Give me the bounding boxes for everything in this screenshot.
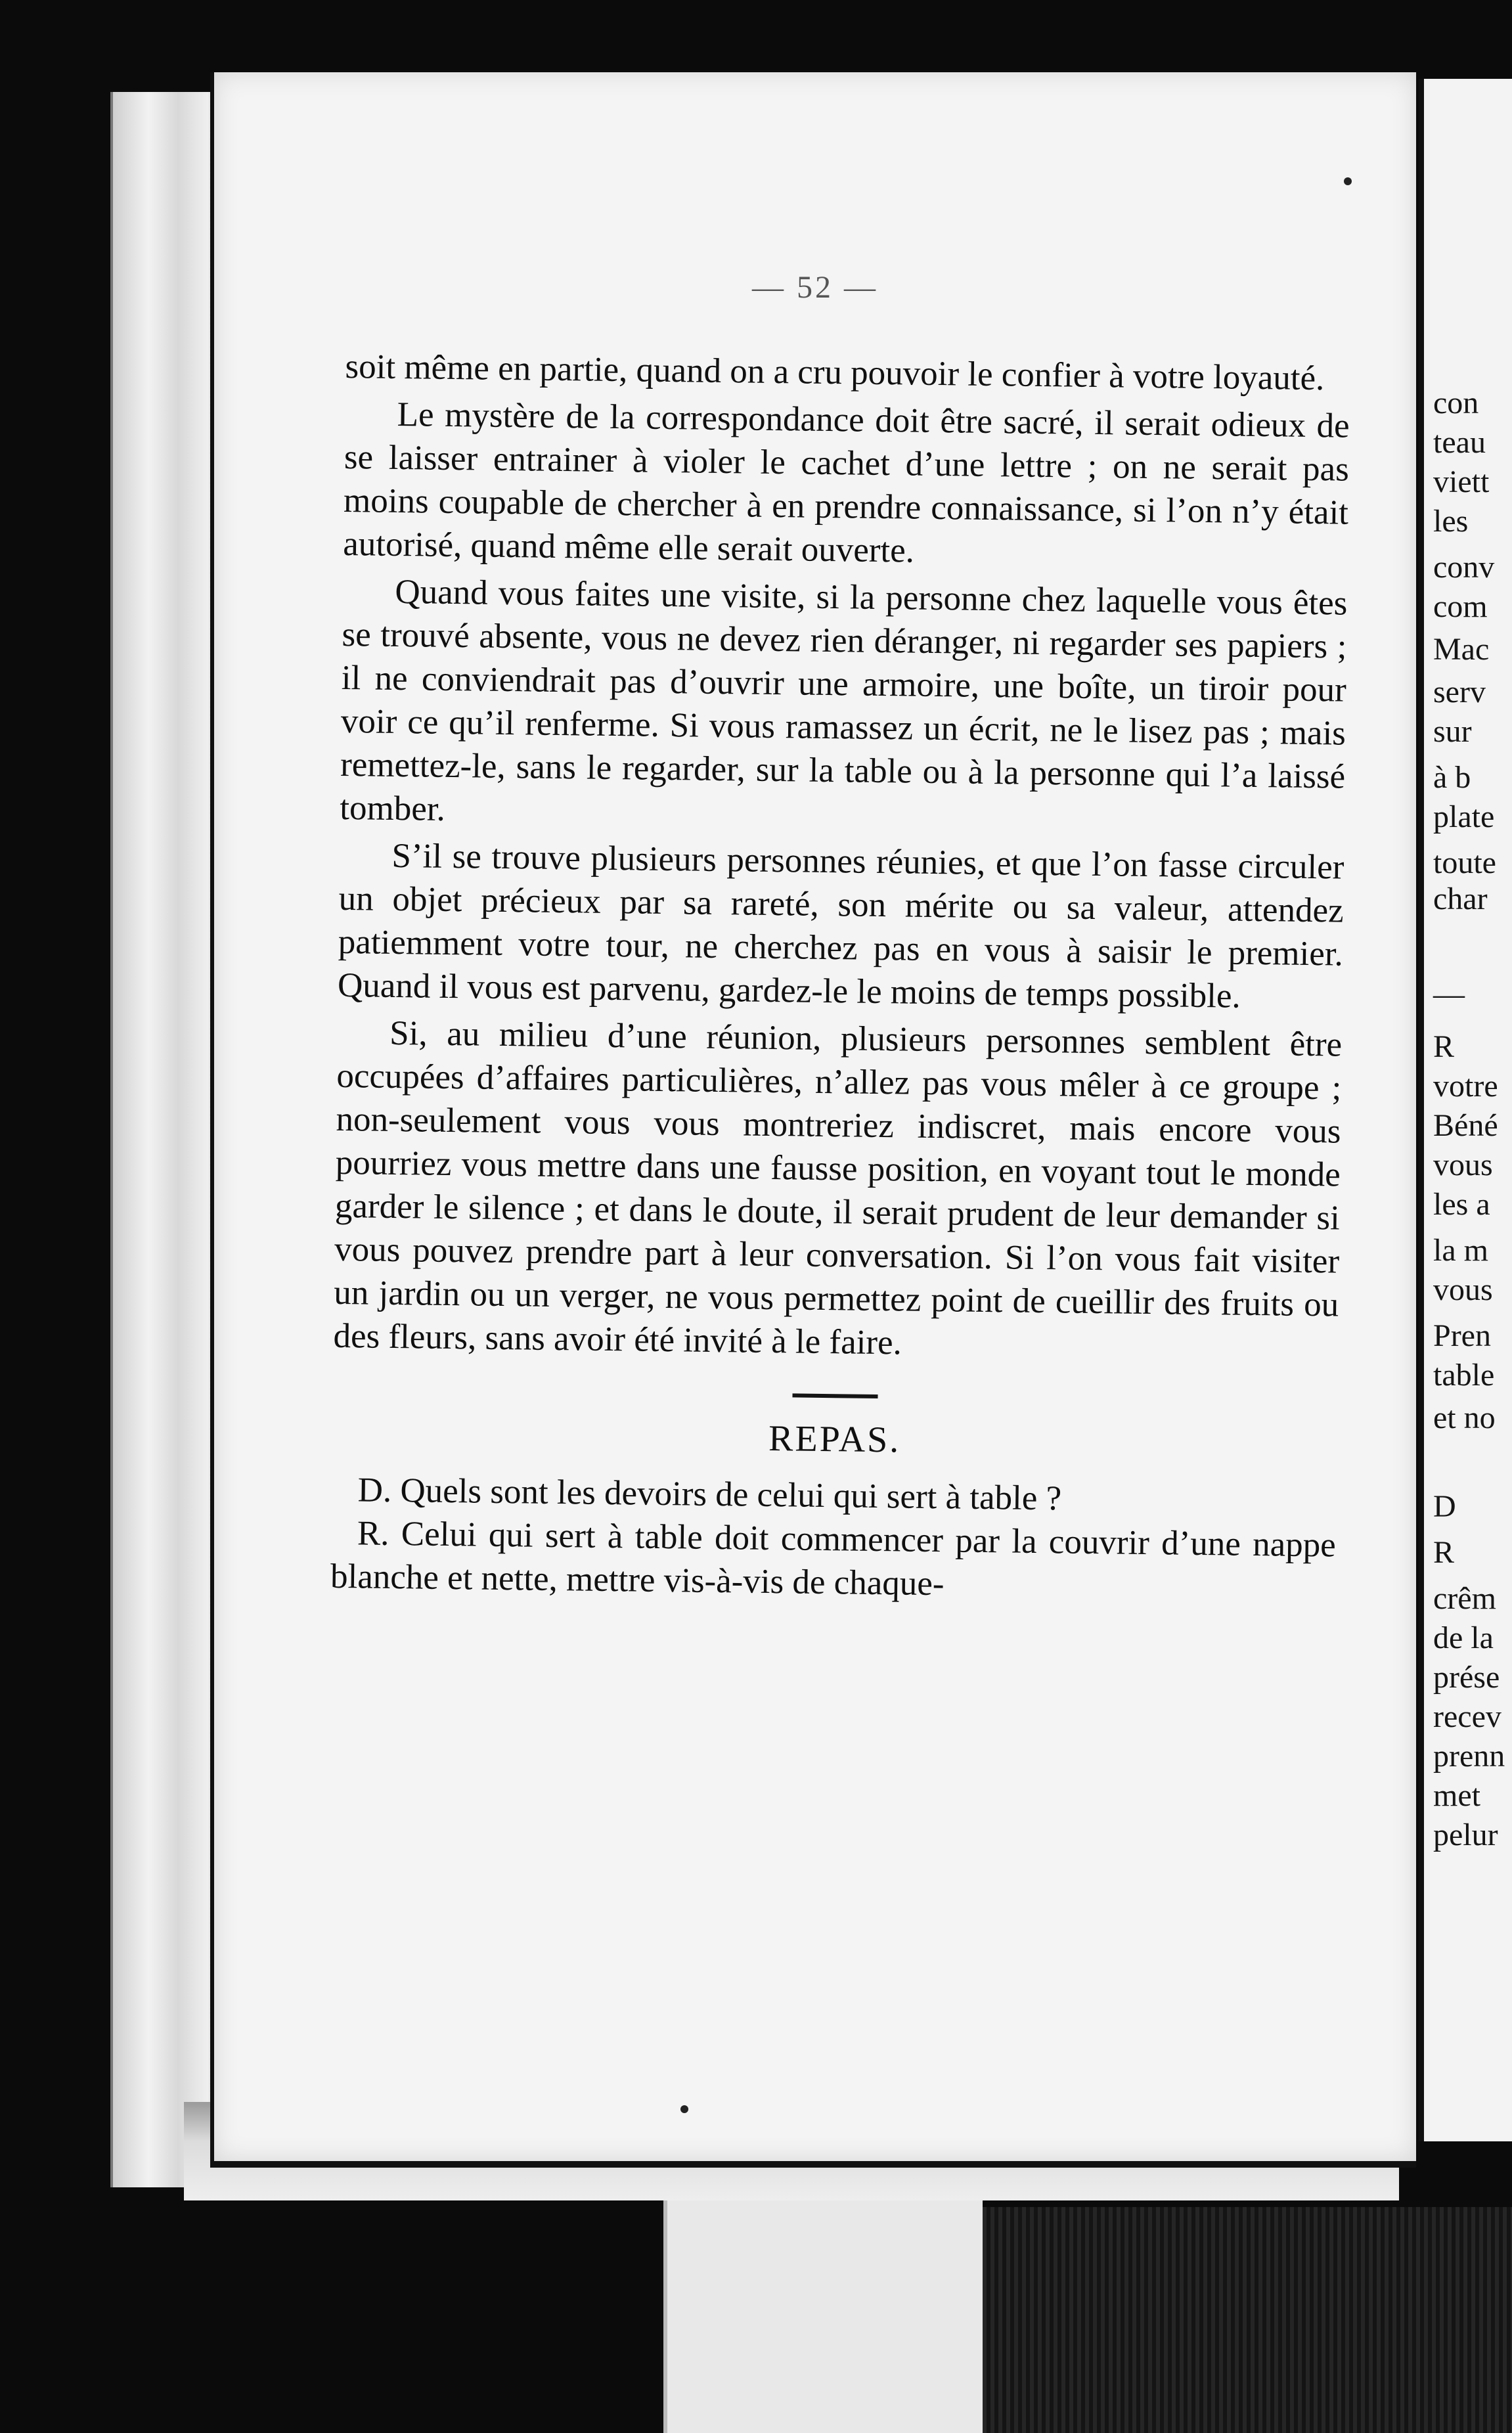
adjacent-page-fragment: prenn: [1433, 1739, 1505, 1774]
adjacent-page: [1419, 79, 1512, 2141]
adjacent-page-fragment: de la: [1433, 1620, 1494, 1655]
paragraph: Quand vous faites une visite, si la personne chez laquelle vous êtes se trouvé absente, vous ne devez rien déranger, ni regarder ses papiers ; il ne conviendrait pas d’ouvrir une armoire, une boîte, un tiroir pour voir ce qu’il renferme. Si vous ramassez un écrit, ne le lisez pas ; mais remettez-le, sans le regarder, sur la table ou à la personne qui l’a laissé tomber.: [340, 572, 1348, 828]
cloth-backdrop: [959, 2207, 1512, 2433]
adjacent-page-fragment: viett: [1433, 464, 1490, 499]
adjacent-page-fragment: —: [1433, 977, 1465, 1012]
page-body: [330, 345, 1350, 1611]
adjacent-page-fragment: et no: [1433, 1400, 1496, 1435]
book-page: [210, 72, 1416, 2168]
adjacent-page-fragment: la m: [1433, 1233, 1488, 1268]
adjacent-page-fragment: D: [1433, 1489, 1456, 1524]
adjacent-page-fragment: R: [1433, 1535, 1455, 1570]
adjacent-page-fragment: recev: [1433, 1699, 1501, 1734]
adjacent-page-fragment: conv: [1433, 550, 1495, 585]
adjacent-page-fragment: crêm: [1433, 1581, 1496, 1616]
adjacent-page-fragment: con: [1433, 386, 1479, 420]
adjacent-page-fragment: Béné: [1433, 1108, 1498, 1143]
adjacent-page-fragment: les a: [1433, 1187, 1490, 1222]
ink-dot: [1344, 177, 1352, 185]
adjacent-page-fragment: Mac: [1433, 632, 1490, 667]
paragraph: soit même en partie, quand on a cru pouvoir le confier à votre loyauté.: [345, 347, 1325, 398]
adjacent-page-fragment: vous: [1433, 1272, 1493, 1307]
question-line: D. Quels sont les devoirs de celui qui sert à table ?: [357, 1471, 1062, 1518]
adjacent-page-fragment: table: [1433, 1358, 1495, 1393]
adjacent-page-fragment: prése: [1433, 1660, 1500, 1695]
ink-dot: [680, 2105, 688, 2113]
page-number: — 52 —: [752, 270, 878, 305]
adjacent-page-fragment: les: [1433, 504, 1469, 539]
adjacent-page-fragment: vous: [1433, 1148, 1493, 1182]
adjacent-page-fragment: plate: [1433, 799, 1495, 834]
paragraph: Si, au milieu d’une réunion, plusieurs personnes semblent être occupées d’affaires particulières, n’allez pas vous mêler à ce groupe ; non-seulement vous vous montreriez indiscret, mais encore vous pourriez vous mettre dans une fausse position, en voyant tout le monde garder le silence ; et dans le doute, il serait prudent de leur demander si vous pouvez prendre part à leur conversation. Si l’on vous fait visiter un jardin ou un verger, ne vous permettez point de cueillir des fruits ou des fleurs, sans avoir été invité à le faire.: [333, 1014, 1343, 1362]
adjacent-page-fragment: met: [1433, 1778, 1480, 1813]
section-rule: [792, 1393, 878, 1398]
adjacent-page-fragment: votre: [1433, 1069, 1498, 1104]
adjacent-page-fragment: serv: [1433, 675, 1486, 709]
adjacent-page-fragment: Pren: [1433, 1318, 1491, 1353]
adjacent-page-fragment: char: [1433, 882, 1488, 916]
paper-strip: [663, 2181, 983, 2433]
paragraph: S’il se trouve plusieurs personnes réunies, et que l’on fasse circuler un objet précieux par sa rareté, son mérite ou sa valeur, attendez patiemment votre tour, ne cherchez pas en vous à saisir le premier. Quand il vous est parvenu, gardez-le le moins de temps possible.: [337, 836, 1345, 1016]
adjacent-page-fragment: sur: [1433, 714, 1472, 749]
adjacent-page-fragment: teau: [1433, 425, 1486, 460]
adjacent-page-fragment: com: [1433, 589, 1488, 624]
paragraph: Le mystère de la correspondance doit être sacré, il serait odieux de se laisser entrainer à violer le cachet d’une lettre ; on ne serait pas moins coupable de chercher à en prendre connaissance, si l’on n’y était autorisé, quand même elle serait ouverte.: [342, 395, 1350, 570]
answer-line: R. Celui qui sert à table doit commencer par la couvrir d’une nappe blanche et nette, mettre vis-à-vis de chaque-: [330, 1514, 1337, 1603]
adjacent-page-fragment: à b: [1433, 760, 1471, 795]
section-heading: REPAS.: [768, 1417, 901, 1461]
adjacent-page-fragment: toute: [1433, 845, 1496, 880]
adjacent-page-fragment: R: [1433, 1029, 1455, 1064]
adjacent-page-fragment: pelur: [1433, 1818, 1498, 1852]
